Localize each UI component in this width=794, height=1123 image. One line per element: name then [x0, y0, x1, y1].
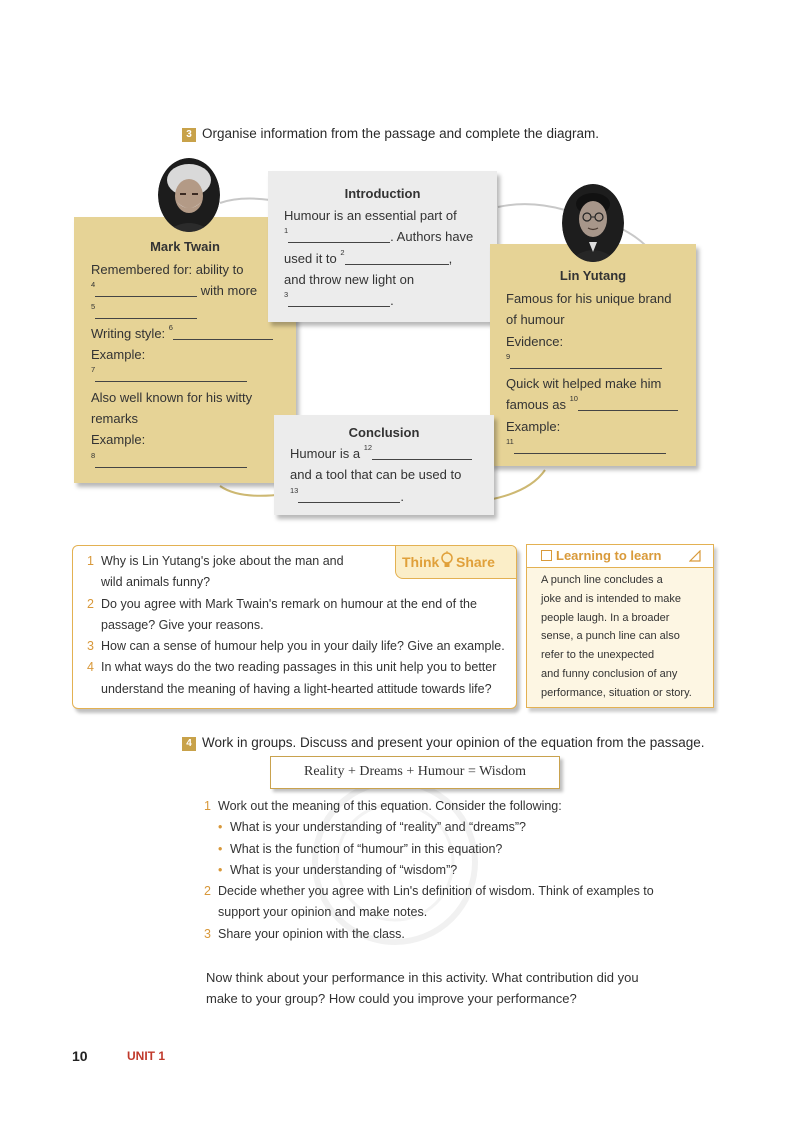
twain-witty-2: remarks [91, 411, 138, 427]
task4-instruction: Work in groups. Discuss and present your opinion of the equation from the passage. [202, 735, 705, 750]
blank-11[interactable] [514, 439, 666, 454]
blank-6[interactable] [173, 325, 273, 340]
ltl-line-3: people laugh. In a broader [541, 611, 670, 624]
step-1-number: 1 [204, 799, 211, 813]
blank-4[interactable] [95, 282, 197, 297]
twain-line-6 [91, 323, 291, 344]
twain-line-4 [91, 280, 291, 301]
question-1-cont [87, 572, 512, 593]
bullet-3-dot: • [218, 862, 223, 877]
lin-quick-1: Quick wit helped make him [506, 376, 662, 392]
reflection-text [206, 967, 746, 1010]
step-2-line-1: Decide whether you agree with Lin's definition of wisdom. Think of examples to [218, 884, 654, 899]
twain-with-more: with more [200, 283, 258, 299]
bullet-2-text: What is the function of “humour” in this equation? [230, 841, 503, 856]
question-2-number: 2 [87, 596, 94, 611]
intro-line-2 [284, 226, 494, 247]
task3-number-badge: 3 [182, 128, 196, 142]
twain-witty-1: Also well known for his witty [91, 389, 253, 405]
introduction-heading: Introduction [344, 186, 421, 201]
learning-to-learn-box [526, 544, 714, 708]
blank-number-10: 10 [569, 394, 578, 404]
task4-steps [204, 796, 724, 945]
ltl-line-1: A punch line concludes a [541, 574, 663, 586]
intro-comma: , [448, 250, 453, 266]
step-3-text: Share your opinion with the class. [218, 926, 405, 941]
page-number: 10 [72, 1048, 88, 1064]
blank-number-2: 2 [340, 247, 345, 257]
intro-authors: . Authors have [390, 229, 474, 245]
question-2 [87, 594, 512, 615]
task4-number-badge: 4 [182, 737, 196, 751]
ltl-line-5: refer to the unexpected [541, 649, 655, 662]
think-share-box [72, 545, 517, 709]
question-1-line-2: wild animals funny? [101, 575, 211, 590]
blank-3[interactable] [288, 292, 390, 307]
mark-twain-text [91, 259, 291, 472]
question-3-line-1: How can a sense of humour help you in your daily life? Give an example. [101, 639, 505, 654]
mark-twain-box [74, 217, 296, 483]
question-4 [87, 657, 512, 678]
mark-twain-heading: Mark Twain [150, 239, 220, 254]
learning-to-learn-body [541, 571, 711, 703]
lin-yutang-box [490, 244, 696, 466]
step-3-number: 3 [204, 926, 211, 941]
ltl-line-4: sense, a punch line can also [541, 630, 680, 643]
bullet-3 [204, 860, 724, 881]
share-label: Share [456, 554, 495, 570]
intro-period: . [390, 293, 394, 309]
blank-number-5: 5 [91, 301, 96, 311]
blank-number-3: 3 [284, 290, 289, 300]
unit-label: UNIT 1 [127, 1049, 166, 1063]
blank-1[interactable] [288, 228, 390, 243]
blank-7[interactable] [95, 367, 247, 382]
intro-line-3 [284, 248, 494, 269]
intro-line-4: and throw new light on [284, 271, 415, 287]
introduction-text [284, 205, 494, 311]
blank-8[interactable] [95, 453, 247, 468]
conclusion-line-1 [290, 443, 490, 464]
question-1-number: 1 [87, 554, 94, 568]
intro-line-1: Humour is an essential part of [284, 208, 457, 223]
intro-line-5 [284, 290, 494, 311]
task4-heading [182, 735, 705, 751]
twain-line-8 [91, 451, 291, 472]
question-3 [87, 636, 512, 657]
step-2 [204, 881, 724, 902]
lin-famous-2: of humour [506, 312, 565, 328]
bullet-1-text: What is your understanding of “reality” and “dreams”? [230, 820, 526, 835]
step-1 [204, 796, 724, 817]
twain-example-2: Example: [91, 432, 146, 448]
reflection-line-1: Now think about your performance in this activity. What contribution did you [206, 970, 639, 985]
lin-line-9 [506, 352, 694, 373]
learning-to-learn-title: Learning to learn [556, 548, 662, 563]
question-4-line-1: In what ways do the two reading passages in this unit help you to better [101, 660, 497, 675]
blank-5[interactable] [95, 304, 197, 319]
bullet-3-text: What is your understanding of “wisdom”? [230, 862, 458, 877]
question-1 [87, 551, 512, 572]
blank-number-4: 4 [91, 280, 96, 290]
lin-line-11 [506, 437, 694, 458]
blank-number-13: 13 [290, 485, 299, 495]
bullet-2 [204, 839, 724, 860]
conclusion-line-3 [290, 486, 490, 507]
bullet-2-dot: • [218, 841, 223, 856]
blank-10[interactable] [578, 396, 678, 411]
step-1-text: Work out the meaning of this equation. Consider the following: [218, 799, 562, 813]
think-label: Think [402, 554, 440, 570]
blank-number-7: 7 [91, 365, 96, 375]
conclusion-period: . [400, 488, 404, 504]
step-2-number: 2 [204, 884, 211, 899]
twain-line-7 [91, 365, 291, 386]
blank-9[interactable] [510, 354, 662, 369]
equation-text: Reality + Dreams + Humour = Wisdom [304, 764, 526, 779]
conclusion-line-2: and a tool that can be used to [290, 467, 462, 483]
step-2-cont [204, 902, 724, 923]
question-4-cont [87, 679, 512, 700]
lin-yutang-portrait [562, 184, 624, 262]
blank-13[interactable] [298, 488, 400, 503]
twain-line-5 [91, 302, 291, 323]
lin-yutang-text [506, 288, 694, 458]
twain-example-1: Example: [91, 347, 146, 363]
question-3-number: 3 [87, 639, 94, 654]
blank-number-8: 8 [91, 450, 96, 460]
lin-line-10 [506, 394, 694, 415]
question-2-line-1: Do you agree with Mark Twain's remark on humour at the end of the [101, 596, 477, 611]
twain-style-label: Writing style: [91, 325, 166, 341]
conclusion-heading: Conclusion [348, 425, 420, 440]
step-2-line-2: support your opinion and make notes. [218, 905, 428, 920]
lin-example: Example: [506, 418, 561, 434]
lin-yutang-heading: Lin Yutang [559, 268, 627, 283]
reflection-line-2: make to your group? How could you improve your performance? [206, 991, 577, 1007]
ltl-line-6: and funny conclusion of any [541, 667, 678, 680]
blank-12[interactable] [372, 445, 472, 460]
question-4-number: 4 [87, 660, 94, 675]
lin-famous-as: famous as [506, 397, 566, 413]
task3-instruction: Organise information from the passage and complete the diagram. [202, 126, 599, 141]
conclusion-box [274, 415, 494, 515]
blank-number-11: 11 [506, 437, 514, 447]
question-2-cont [87, 615, 512, 636]
intro-used: used it to [284, 250, 337, 266]
ltl-line-2: joke and is intended to make [541, 592, 682, 605]
question-4-line-2: understand the meaning of having a light-hearted attitude towards life? [101, 681, 492, 696]
question-1-line-1: Why is Lin Yutang's joke about the man and [101, 554, 344, 568]
blank-number-9: 9 [506, 351, 511, 361]
blank-number-12: 12 [363, 443, 373, 452]
lin-evidence: Evidence: [506, 333, 564, 349]
bullet-1-dot: • [218, 820, 223, 835]
lin-famous-1: Famous for his unique brand [506, 291, 672, 306]
think-share-questions [87, 551, 512, 700]
blank-number-6: 6 [168, 322, 173, 332]
question-2-line-2: passage? Give your reasons. [101, 617, 264, 632]
blank-number-1: 1 [284, 226, 289, 236]
checkbox-icon [541, 550, 552, 561]
introduction-box [268, 171, 497, 322]
conclusion-humour-is: Humour is a [290, 446, 361, 461]
step-3 [204, 924, 724, 945]
blank-2[interactable] [345, 250, 449, 265]
bullet-1 [204, 817, 724, 838]
conclusion-text [290, 443, 490, 507]
equation-box [270, 756, 560, 789]
pencil-icon [689, 549, 701, 567]
learning-to-learn-header [527, 545, 713, 568]
mark-twain-portrait [158, 158, 220, 232]
twain-remembered: Remembered for: ability to [91, 262, 244, 277]
ltl-line-7: performance, situation or story. [541, 686, 692, 699]
